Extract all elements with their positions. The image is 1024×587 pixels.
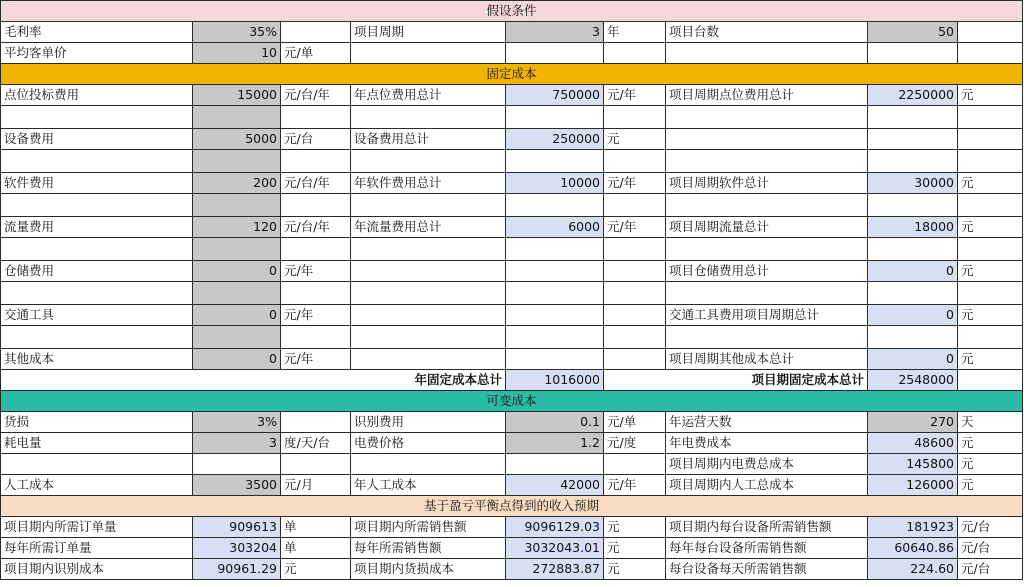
annual-orders-label[interactable]: 每年所需订单量 [1, 538, 193, 559]
cell[interactable] [868, 326, 958, 349]
equipment-label[interactable]: 设备费用 [1, 129, 193, 150]
cell[interactable] [506, 106, 604, 129]
recognition-value[interactable]: 0.1 [506, 412, 604, 433]
transport-period-value[interactable]: 0 [868, 305, 958, 326]
cell[interactable] [281, 412, 351, 433]
annual-power-cost-value[interactable]: 48600 [868, 433, 958, 454]
period-sales-per-device-label[interactable]: 项目期内每台设备所需销售额 [666, 517, 868, 538]
other-cost-value[interactable]: 0 [193, 349, 281, 370]
annual-sales-value[interactable]: 3032043.01 [506, 538, 604, 559]
cell[interactable] [666, 238, 868, 261]
cell[interactable] [958, 370, 1023, 391]
cell[interactable] [506, 261, 604, 282]
power-label[interactable]: 耗电量 [1, 433, 193, 454]
avg-price-label[interactable]: 平均客单价 [1, 43, 193, 64]
cell[interactable] [281, 238, 351, 261]
equipment-unit[interactable]: 元/台 [281, 129, 351, 150]
period-loss-cost-label[interactable]: 项目期内货损成本 [351, 559, 506, 580]
equipment-total-unit[interactable]: 元 [604, 129, 666, 150]
cell[interactable] [351, 150, 506, 173]
cell[interactable] [351, 106, 506, 129]
cell[interactable] [958, 22, 1023, 43]
transport-value[interactable]: 0 [193, 305, 281, 326]
operating-days-label[interactable]: 年运营天数 [666, 412, 868, 433]
period-fixed-total-value[interactable]: 2548000 [868, 370, 958, 391]
cell[interactable] [1, 150, 193, 173]
cell[interactable] [958, 194, 1023, 217]
traffic-annual-label[interactable]: 年流量费用总计 [351, 217, 506, 238]
cell[interactable] [666, 194, 868, 217]
cell[interactable] [193, 106, 281, 129]
traffic-label[interactable]: 流量费用 [1, 217, 193, 238]
software-value[interactable]: 200 [193, 173, 281, 194]
operating-days-value[interactable]: 270 [868, 412, 958, 433]
period-loss-cost-value[interactable]: 272883.87 [506, 559, 604, 580]
transport-label[interactable]: 交通工具 [1, 305, 193, 326]
site-annual-label[interactable]: 年点位费用总计 [351, 85, 506, 106]
labor-unit[interactable]: 元/月 [281, 475, 351, 496]
storage-label[interactable]: 仓储费用 [1, 261, 193, 282]
power-value[interactable]: 3 [193, 433, 281, 454]
cell[interactable] [958, 282, 1023, 305]
software-annual-unit[interactable]: 元/年 [604, 173, 666, 194]
transport-period-unit[interactable]: 元 [958, 305, 1023, 326]
traffic-annual-unit[interactable]: 元/年 [604, 217, 666, 238]
storage-value[interactable]: 0 [193, 261, 281, 282]
cell[interactable] [506, 194, 604, 217]
site-bid-label[interactable]: 点位投标费用 [1, 85, 193, 106]
period-sales-per-device-value[interactable]: 181923 [868, 517, 958, 538]
annual-sales-unit[interactable]: 元 [604, 538, 666, 559]
period-orders-value[interactable]: 909613 [193, 517, 281, 538]
cell[interactable] [351, 238, 506, 261]
power-unit[interactable]: 度/天/台 [281, 433, 351, 454]
period-orders-label[interactable]: 项目期内所需订单量 [1, 517, 193, 538]
software-period-unit[interactable]: 元 [958, 173, 1023, 194]
site-period-value[interactable]: 2250000 [868, 85, 958, 106]
cell[interactable] [281, 326, 351, 349]
cell[interactable] [868, 150, 958, 173]
period-orders-unit[interactable]: 单 [281, 517, 351, 538]
annual-fixed-total-label[interactable]: 年固定成本总计 [1, 370, 506, 391]
period-loss-cost-unit[interactable]: 元 [604, 559, 666, 580]
cell[interactable] [604, 349, 666, 370]
site-bid-unit[interactable]: 元/台/年 [281, 85, 351, 106]
annual-labor-value[interactable]: 42000 [506, 475, 604, 496]
daily-sales-per-device-label[interactable]: 每台设备每天所需销售额 [666, 559, 868, 580]
cell[interactable] [281, 106, 351, 129]
software-unit[interactable]: 元/台/年 [281, 173, 351, 194]
annual-sales-per-device-unit[interactable]: 元/台 [958, 538, 1023, 559]
traffic-annual-value[interactable]: 6000 [506, 217, 604, 238]
traffic-value[interactable]: 120 [193, 217, 281, 238]
gross-margin-label[interactable]: 毛利率 [1, 22, 193, 43]
software-label[interactable]: 软件费用 [1, 173, 193, 194]
project-period-label[interactable]: 项目周期 [351, 22, 506, 43]
equipment-value[interactable]: 5000 [193, 129, 281, 150]
section-header-assumptions[interactable]: 假设条件 [1, 1, 1023, 22]
cell[interactable] [281, 150, 351, 173]
cell[interactable] [958, 238, 1023, 261]
annual-sales-per-device-label[interactable]: 每年每台设备所需销售额 [666, 538, 868, 559]
cell[interactable] [1, 106, 193, 129]
cell[interactable] [506, 282, 604, 305]
period-sales-unit[interactable]: 元 [604, 517, 666, 538]
cell[interactable] [351, 305, 506, 326]
period-recognition-cost-value[interactable]: 90961.29 [193, 559, 281, 580]
cell[interactable] [281, 282, 351, 305]
cell[interactable] [604, 43, 666, 64]
device-count-label[interactable]: 项目台数 [666, 22, 868, 43]
period-recognition-cost-label[interactable]: 项目期内识别成本 [1, 559, 193, 580]
loss-label[interactable]: 货损 [1, 412, 193, 433]
cell[interactable] [1, 194, 193, 217]
cell[interactable] [506, 305, 604, 326]
daily-sales-per-device-unit[interactable]: 元/台 [958, 559, 1023, 580]
cell[interactable] [604, 238, 666, 261]
recognition-unit[interactable]: 元/单 [604, 412, 666, 433]
site-annual-value[interactable]: 750000 [506, 85, 604, 106]
cell[interactable] [351, 282, 506, 305]
cell[interactable] [193, 326, 281, 349]
cell[interactable] [868, 106, 958, 129]
cell[interactable] [193, 150, 281, 173]
annual-labor-unit[interactable]: 元/年 [604, 475, 666, 496]
period-power-cost-value[interactable]: 145800 [868, 454, 958, 475]
site-period-unit[interactable]: 元 [958, 85, 1023, 106]
traffic-period-value[interactable]: 18000 [868, 217, 958, 238]
cell[interactable] [666, 106, 868, 129]
cell[interactable] [506, 326, 604, 349]
equipment-total-label[interactable]: 设备费用总计 [351, 129, 506, 150]
recognition-label[interactable]: 识别费用 [351, 412, 506, 433]
operating-days-unit[interactable]: 天 [958, 412, 1023, 433]
other-cost-label[interactable]: 其他成本 [1, 349, 193, 370]
other-cost-unit[interactable]: 元/年 [281, 349, 351, 370]
cell[interactable] [604, 150, 666, 173]
avg-price-unit[interactable]: 元/单 [281, 43, 351, 64]
annual-sales-label[interactable]: 每年所需销售额 [351, 538, 506, 559]
traffic-unit[interactable]: 元/台/年 [281, 217, 351, 238]
cell[interactable] [868, 43, 958, 64]
site-period-label[interactable]: 项目周期点位费用总计 [666, 85, 868, 106]
power-price-unit[interactable]: 元/度 [604, 433, 666, 454]
cell[interactable] [604, 194, 666, 217]
equipment-total-value[interactable]: 250000 [506, 129, 604, 150]
annual-power-cost-unit[interactable]: 元 [958, 433, 1023, 454]
cell[interactable] [666, 326, 868, 349]
period-power-cost-label[interactable]: 项目周期内电费总成本 [666, 454, 868, 475]
site-bid-value[interactable]: 15000 [193, 85, 281, 106]
section-header-fixed-costs[interactable]: 固定成本 [1, 64, 1023, 85]
cell[interactable] [281, 194, 351, 217]
cell[interactable] [351, 261, 506, 282]
cell[interactable] [958, 43, 1023, 64]
period-recognition-cost-unit[interactable]: 元 [281, 559, 351, 580]
cell[interactable] [666, 282, 868, 305]
annual-sales-per-device-value[interactable]: 60640.86 [868, 538, 958, 559]
cell[interactable] [868, 238, 958, 261]
device-count-value[interactable]: 50 [868, 22, 958, 43]
cell[interactable] [351, 349, 506, 370]
period-labor-value[interactable]: 126000 [868, 475, 958, 496]
traffic-period-unit[interactable]: 元 [958, 217, 1023, 238]
cell[interactable] [506, 454, 604, 475]
cell[interactable] [958, 129, 1023, 150]
cell[interactable] [1, 454, 193, 475]
cell[interactable] [604, 305, 666, 326]
period-power-cost-unit[interactable]: 元 [958, 454, 1023, 475]
software-period-label[interactable]: 项目周期软件总计 [666, 173, 868, 194]
annual-orders-value[interactable]: 303204 [193, 538, 281, 559]
software-annual-label[interactable]: 年软件费用总计 [351, 173, 506, 194]
cell[interactable] [506, 43, 604, 64]
loss-value[interactable]: 3% [193, 412, 281, 433]
storage-unit[interactable]: 元/年 [281, 261, 351, 282]
cell[interactable] [1, 238, 193, 261]
cell[interactable] [351, 43, 506, 64]
power-price-value[interactable]: 1.2 [506, 433, 604, 454]
cell[interactable] [193, 282, 281, 305]
cell[interactable] [281, 454, 351, 475]
other-period-value[interactable]: 0 [868, 349, 958, 370]
cell[interactable] [604, 326, 666, 349]
transport-period-label[interactable]: 交通工具费用项目周期总计 [666, 305, 868, 326]
cell[interactable] [1, 326, 193, 349]
cell[interactable] [868, 282, 958, 305]
site-annual-unit[interactable]: 元/年 [604, 85, 666, 106]
cell[interactable] [351, 454, 506, 475]
cell[interactable] [868, 194, 958, 217]
cell[interactable] [351, 326, 506, 349]
cell[interactable] [604, 106, 666, 129]
software-annual-value[interactable]: 10000 [506, 173, 604, 194]
cell[interactable] [506, 349, 604, 370]
cell[interactable] [958, 150, 1023, 173]
traffic-period-label[interactable]: 项目周期流量总计 [666, 217, 868, 238]
power-price-label[interactable]: 电费价格 [351, 433, 506, 454]
section-header-variable-costs[interactable]: 可变成本 [1, 391, 1023, 412]
cell[interactable] [604, 282, 666, 305]
annual-fixed-total-value[interactable]: 1016000 [506, 370, 604, 391]
cell[interactable] [506, 150, 604, 173]
cell[interactable] [604, 454, 666, 475]
cell[interactable] [193, 238, 281, 261]
labor-value[interactable]: 3500 [193, 475, 281, 496]
avg-price-value[interactable]: 10 [193, 43, 281, 64]
storage-period-label[interactable]: 项目仓储费用总计 [666, 261, 868, 282]
cell[interactable] [193, 454, 281, 475]
storage-period-unit[interactable]: 元 [958, 261, 1023, 282]
cell[interactable] [281, 22, 351, 43]
period-sales-per-device-unit[interactable]: 元/台 [958, 517, 1023, 538]
project-period-value[interactable]: 3 [506, 22, 604, 43]
daily-sales-per-device-value[interactable]: 224.60 [868, 559, 958, 580]
cell[interactable] [666, 43, 868, 64]
cell[interactable] [506, 238, 604, 261]
cell[interactable] [193, 194, 281, 217]
cell[interactable] [666, 129, 868, 150]
period-fixed-total-label[interactable]: 项目期固定成本总计 [604, 370, 868, 391]
cell[interactable] [868, 129, 958, 150]
cell[interactable] [666, 150, 868, 173]
period-sales-label[interactable]: 项目期内所需销售额 [351, 517, 506, 538]
storage-period-value[interactable]: 0 [868, 261, 958, 282]
period-labor-label[interactable]: 项目周期内人工总成本 [666, 475, 868, 496]
section-header-breakeven[interactable]: 基于盈亏平衡点得到的收入预期 [1, 496, 1023, 517]
annual-orders-unit[interactable]: 单 [281, 538, 351, 559]
other-period-label[interactable]: 项目周期其他成本总计 [666, 349, 868, 370]
cell[interactable] [604, 261, 666, 282]
cell[interactable] [351, 194, 506, 217]
annual-labor-label[interactable]: 年人工成本 [351, 475, 506, 496]
cell[interactable] [958, 106, 1023, 129]
period-sales-value[interactable]: 9096129.03 [506, 517, 604, 538]
cell[interactable] [1, 282, 193, 305]
transport-unit[interactable]: 元/年 [281, 305, 351, 326]
annual-power-cost-label[interactable]: 年电费成本 [666, 433, 868, 454]
cell[interactable] [958, 326, 1023, 349]
labor-label[interactable]: 人工成本 [1, 475, 193, 496]
period-labor-unit[interactable]: 元 [958, 475, 1023, 496]
other-period-unit[interactable]: 元 [958, 349, 1023, 370]
software-period-value[interactable]: 30000 [868, 173, 958, 194]
gross-margin-value[interactable]: 35% [193, 22, 281, 43]
project-period-unit[interactable]: 年 [604, 22, 666, 43]
